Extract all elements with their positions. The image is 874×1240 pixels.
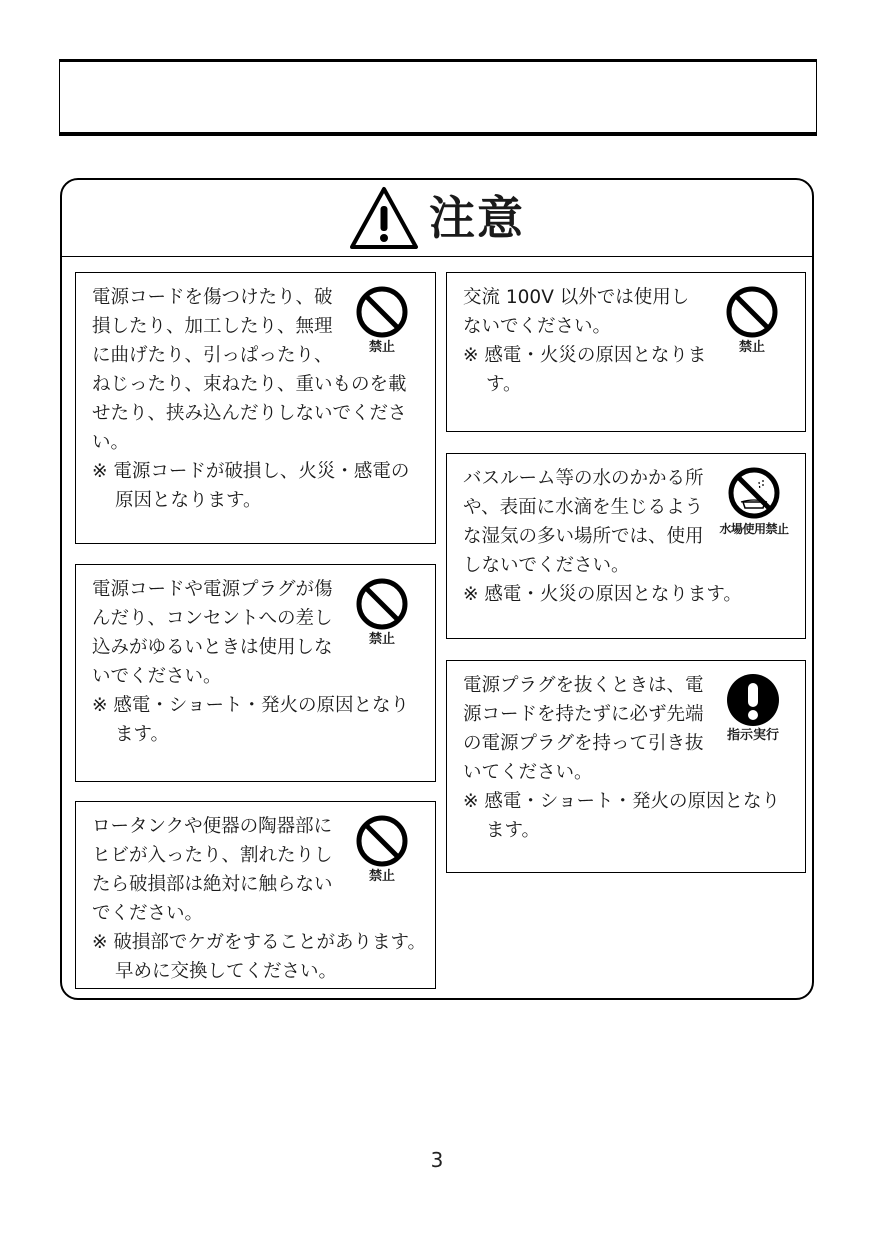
note-line: 損したり、加工したり、無理 [92,316,333,337]
caution-note-power-cord-damage [75,272,436,544]
note-text [463,464,742,609]
note-line: ねじったり、束ねたり、重いものを載 [92,374,407,395]
note-line: 電源コードを傷つけたり、破 [92,287,333,308]
note-line: ないでください。 [463,316,612,337]
note-remark: す。 [486,374,522,395]
note-line: いでください。 [92,666,222,687]
caution-note-cracked-ceramic [75,801,436,989]
prohibition-symbol [717,285,787,355]
symbol-label: 水場使用禁止 [719,522,789,536]
note-line: しないでください。 [463,555,630,576]
header-box [59,59,817,136]
note-line: 電源コードや電源プラグが傷 [92,579,333,600]
symbol-label: 禁止 [368,869,395,884]
note-line: ロータンクや便器の陶器部に [92,816,333,837]
note-line: 源コードを持たずに必ず先端 [463,704,704,725]
note-line: や、表面に水滴を生じるよう [463,497,704,518]
prohibition-symbol [347,814,417,884]
caution-note-voltage [446,272,806,432]
prohibition-symbol [347,577,417,647]
note-line: 込みがゆるいときは使用しな [92,637,333,658]
note-line: 電源プラグを抜くときは、電 [463,675,704,696]
note-line: 交流 100V 以外では使用し [463,287,690,308]
note-remark: ※ 電源コードが破損し、火災・感電の [92,461,410,482]
caution-note-damaged-plug [75,564,436,782]
note-remark: 原因となります。 [115,490,262,511]
note-line: の電源プラグを持って引き抜 [463,733,704,754]
prohibition-icon [725,285,779,339]
exclamation-icon [726,673,780,727]
mandatory-symbol [718,673,788,743]
symbol-label: 禁止 [368,632,395,647]
note-remark: ※ 感電・火災の原因となります。 [463,584,742,605]
symbol-label: 禁止 [368,340,395,355]
no-water-symbol [715,466,793,536]
note-line: な湿気の多い場所では、使用 [463,526,704,547]
note-text [463,283,706,399]
prohibition-icon [355,285,409,339]
symbol-label: 禁止 [738,340,765,355]
note-line: んだり、コンセントへの差し [92,608,333,629]
note-line: に曲げたり、引っぱったり、 [92,345,333,366]
symbol-label: 指示実行 [726,728,779,743]
caution-note-unplug-correctly [446,660,806,873]
prohibition-symbol [347,285,417,355]
note-line: でください。 [92,903,204,924]
prohibition-icon [355,577,409,631]
note-remark: ※ 破損部でケガをすることがあります。 [92,932,427,953]
warning-triangle-icon [349,186,419,250]
note-line: い。 [92,432,130,453]
note-remark: ※ 感電・火災の原因となりま [463,345,707,366]
note-remark: ます。 [486,820,541,841]
prohibition-icon [355,814,409,868]
no-water-area-icon [727,466,781,520]
note-line: せたり、挟み込んだりしないでくださ [92,403,407,424]
caution-title-bar [62,180,812,257]
note-remark: ※ 感電・ショート・発火の原因となり [463,791,781,812]
note-line: ヒビが入ったり、割れたりし [92,845,333,866]
page-number: 3 [430,1148,444,1172]
caution-note-wet-location [446,453,806,639]
note-line: いてください。 [463,762,593,783]
note-remark: ※ 感電・ショート・発火の原因となり [92,695,410,716]
note-line: たら破損部は絶対に触らない [92,874,333,895]
note-remark: 早めに交換してください。 [115,961,338,982]
caution-title: 注意 [429,191,525,245]
note-line: バスルーム等の水のかかる所 [463,468,704,489]
note-remark: ます。 [115,724,170,745]
